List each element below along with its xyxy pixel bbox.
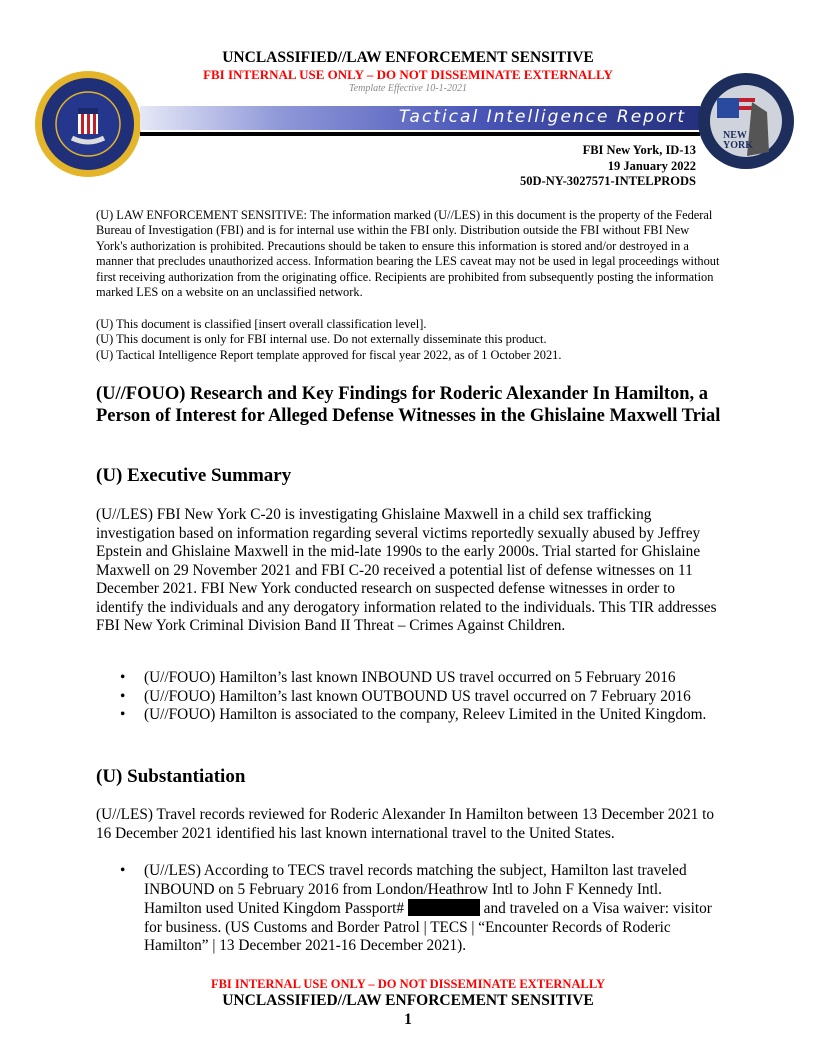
substantiation-heading: (U) Substantiation xyxy=(96,766,246,787)
executive-summary-body: (U//LES) FBI New York C-20 is investigating Ghislaine Maxwell in a child sex trafficking investigation based on information regarding several victims reportedly sexually abused by Jeffrey Epstein and Ghislaine Maxwell in the mid-late 1990s to the early 2000s. Trial started for Ghislaine Maxwell on 29 November 2021 and FBI C-20 received a potential list of defense witnesses on 11 December 2021. FBI New York conducted research on suspected defense witnesses in order to identify the individuals and any derogatory information related to the individuals. This TIR addresses FBI New York Criminal Division Band II Threat – Crimes Against Children. xyxy=(96,506,717,634)
note: (U) This document is classified [insert overall classification level]. xyxy=(96,317,427,331)
substantiation-list xyxy=(96,862,720,956)
template-note: Template Effective 10-1-2021 xyxy=(349,83,467,94)
note: (U) Tactical Intelligence Report template approved for fiscal year 2022, as of 1 October 2021. xyxy=(96,347,562,362)
key-findings-list xyxy=(96,669,720,725)
classification-notes xyxy=(96,317,720,363)
bullet-text: (U//LES) According to TECS travel records matching the subject, Hamilton last traveled INBOUND on 5 February 2016 from London/Heathrow Intl to John F Kennedy Intl. Hamilton used United Kingdom Passport# xyxy=(144,862,687,917)
note: (U) This document is only for FBI internal use. Do not externally disseminate this product. xyxy=(96,332,547,347)
fbi-new-york-intelligence-seal-logo xyxy=(697,72,795,170)
doj-fbi-seal-logo xyxy=(34,70,142,178)
office: FBI New York, ID-13 xyxy=(582,143,696,157)
document-title: (U//FOUO) Research and Key Findings for Roderic Alexander In Hamilton, a Person of Interest for Alleged Defense Witnesses in the Ghislaine Maxwell Trial xyxy=(96,384,721,426)
svg-text:NEW: NEW xyxy=(723,130,747,141)
page-number: 1 xyxy=(404,1011,412,1028)
classification-banner: UNCLASSIFIED//LAW ENFORCEMENT SENSITIVE xyxy=(222,49,594,66)
divider xyxy=(140,132,700,136)
les-notice: (U) LAW ENFORCEMENT SENSITIVE: The information marked (U//LES) in this document is the property of the Federal Bureau of Investigation (FBI) and is for internal use within the FBI only. Distribution outside the FBI without FBI New York's authorization is prohibited. Precautions should be taken to ensure this information is stored and/or destroyed in a manner that precludes unauthorized access. Information bearing the LES caveat may not be used in legal proceedings without first receiving authorization from the originating office. Recipients are prohibited from subsequently posting the information marked LES on a website on an unclassified network. xyxy=(96,208,720,300)
list-item xyxy=(96,862,720,956)
report-metadata xyxy=(520,143,696,190)
handling-caveat: FBI INTERNAL USE ONLY – DO NOT DISSEMINATE EXTERNALLY xyxy=(203,67,613,82)
report-type: Tactical Intelligence Report xyxy=(398,107,686,127)
bullet-text: and traveled on a Visa waiver: visitor for business. (US Customs and Border Patrol | TECS | “Encounter Records of Roderic Hamilton” | 13 December 2021-16 December 2021). xyxy=(144,900,712,954)
svg-text:YORK: YORK xyxy=(723,140,753,151)
file-number: 50D-NY-3027571-INTELPRODS xyxy=(520,174,696,188)
executive-summary-heading: (U) Executive Summary xyxy=(96,465,292,486)
footer-handling: FBI INTERNAL USE ONLY – DO NOT DISSEMINATE EXTERNALLY xyxy=(210,977,606,991)
redaction-box xyxy=(408,899,480,916)
list-item: • (U//FOUO) Hamilton’s last known INBOUND US travel occurred on 5 February 2016 xyxy=(96,669,720,688)
substantiation-body: (U//LES) Travel records reviewed for Roderic Alexander In Hamilton between 13 December 2021 to 16 December 2021 identified his last known international travel to the United States. xyxy=(96,806,715,842)
report-date: 19 January 2022 xyxy=(607,158,696,173)
list-item: • (U//FOUO) Hamilton is associated to the company, Releev Limited in the United Kingdom. xyxy=(96,706,720,725)
report-banner xyxy=(140,106,700,130)
footer-classification: UNCLASSIFIED//LAW ENFORCEMENT SENSITIVE xyxy=(222,992,594,1009)
list-item: • (U//FOUO) Hamilton’s last known OUTBOUND US travel occurred on 7 February 2016 xyxy=(96,688,720,707)
